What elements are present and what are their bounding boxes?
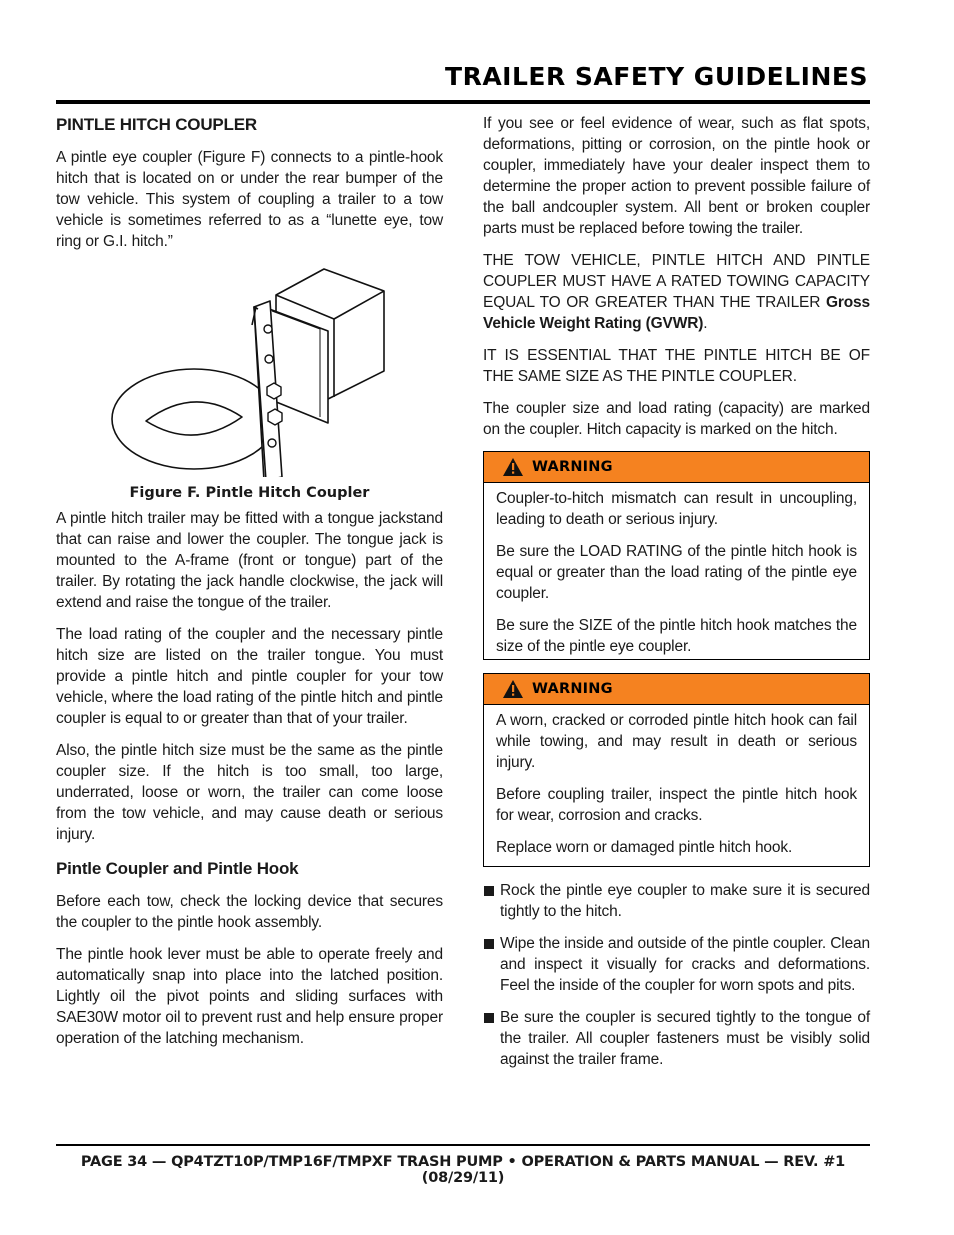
warning-text: Be sure the LOAD RATING of the pintle hitch hook is equal or greater than the load rating of the pintle eye coupler. — [496, 543, 857, 602]
warning-triangle-icon — [502, 679, 524, 699]
hitch-size-paragraph: Also, the pintle hitch size must be the same as the pintle coupler size. If the hitch is too small, too large, underrated, loose or worn, the trailer can come loose from the tow vehicle, and may cause death or serious injury. — [56, 742, 443, 843]
pintle-hook-lever-paragraph: The pintle hook lever must be able to operate freely and automatically snap into place into the latched position. Lightly oil the pivot points and sliding surfaces with SAE30W motor oil to prevent rust and help ensure proper operation of the latching mechanism. — [56, 946, 443, 1047]
warning-body — [484, 483, 869, 657]
bullet-item — [483, 933, 870, 996]
locking-device-paragraph: Before each tow, check the locking device that secures the coupler to the pintle hook assembly. — [56, 893, 443, 931]
pintle-hitch-coupler-illustration — [106, 267, 396, 477]
warning-text: Be sure the SIZE of the pintle hitch hook matches the size of the pintle eye coupler. — [496, 617, 857, 655]
jackstand-paragraph: A pintle hitch trailer may be fitted with a tongue jackstand that can raise and lower the coupler. The tongue jack is mounted to the A-frame (front or tongue) part of the trailer. By rotating the jack handle clockwise, the jack will extend and raise the tongue of the trailer. — [56, 510, 443, 611]
warning-text: Replace worn or damaged pintle hitch hook. — [496, 839, 793, 856]
warning-box-mismatch — [483, 451, 870, 660]
towing-capacity-paragraph — [483, 250, 870, 334]
towing-capacity-end: . — [703, 315, 708, 332]
subsection-heading: Pintle Coupler and Pintle Hook — [56, 859, 299, 878]
bullet-item — [483, 880, 870, 922]
warning-header — [484, 452, 869, 483]
same-size-paragraph: IT IS ESSENTIAL THAT THE PINTLE HITCH BE OF THE SAME SIZE AS THE PINTLE COUPLER. — [483, 347, 870, 385]
warning-label: WARNING — [532, 681, 613, 697]
warning-triangle-icon — [502, 457, 524, 477]
section-heading: PINTLE HITCH COUPLER — [56, 115, 257, 134]
square-bullet-icon — [484, 1013, 494, 1023]
square-bullet-icon — [484, 886, 494, 896]
warning-text: Coupler-to-hitch mismatch can result in uncoupling, leading to death or serious injury. — [496, 490, 857, 528]
intro-paragraph: A pintle eye coupler (Figure F) connects to a pintle-hook hitch that is located on or under the rear bumper of the tow vehicle. This system of coupling a trailer to a tow vehicle is sometimes referred to as a “lunette eye, tow ring or G.I. hitch.” — [56, 149, 443, 250]
gvwr-term: Gross Vehicle Weight Rating (GVWR) — [483, 294, 870, 332]
warning-text: A worn, cracked or corroded pintle hitch hook can fail while towing, and may result in death or serious injury. — [496, 712, 857, 771]
bullet-text: Be sure the coupler is secured tightly to the tongue of the trailer. All coupler fasteners must be visibly solid against the trailer frame. — [500, 1009, 870, 1068]
rating-marked-paragraph: The coupler size and load rating (capacity) are marked on the coupler. Hitch capacity is marked on the hitch. — [483, 400, 870, 438]
warning-body — [484, 705, 869, 858]
right-column — [483, 113, 870, 1081]
load-rating-paragraph: The load rating of the coupler and the necessary pintle hitch size are listed on the trailer tongue. You must provide a pintle hitch and pintle coupler for your tow vehicle, where the load rating of the pintle hitch and pintle coupler is equal to or greater than that of your trailer. — [56, 626, 443, 727]
towing-capacity-text: THE TOW VEHICLE, PINTLE HITCH AND PINTLE COUPLER MUST HAVE A RATED TOWING CAPACITY EQUAL TO OR GREATER THAN THE TRAILER — [483, 252, 870, 311]
footer-divider — [56, 1144, 870, 1146]
page-title: TRAILER SAFETY GUIDELINES — [445, 62, 868, 91]
warning-label: WARNING — [532, 459, 613, 475]
bullet-text: Wipe the inside and outside of the pintle coupler. Clean and inspect it visually for cracks and deformations. Feel the inside of the coupler for worn spots and pits. — [500, 935, 870, 994]
wear-inspection-paragraph: If you see or feel evidence of wear, such as flat spots, deformations, pitting or corrosion, on the pintle hook or coupler, immediately have your dealer inspect them to determine the proper action to prevent possible failure of the ball andcoupler system. All bent or broken coupler parts must be replaced before towing the trailer. — [483, 115, 870, 237]
bullet-item — [483, 1007, 870, 1070]
square-bullet-icon — [484, 939, 494, 949]
warning-text: Before coupling trailer, inspect the pintle hitch hook for wear, corrosion and cracks. — [496, 786, 857, 824]
left-column — [56, 113, 443, 1060]
bullet-text: Rock the pintle eye coupler to make sure it is secured tightly to the hitch. — [500, 882, 870, 920]
warning-box-worn-hook — [483, 673, 870, 867]
figure-pintle-hitch-coupler — [56, 263, 443, 508]
page-footer: PAGE 34 — QP4TZT10P/TMP16F/TMPXF TRASH PUMP • OPERATION & PARTS MANUAL — REV. #1 (08/29/11) — [80, 1154, 846, 1186]
warning-header — [484, 674, 869, 705]
figure-caption: Figure F. Pintle Hitch Coupler — [129, 485, 370, 501]
title-divider — [56, 100, 870, 104]
